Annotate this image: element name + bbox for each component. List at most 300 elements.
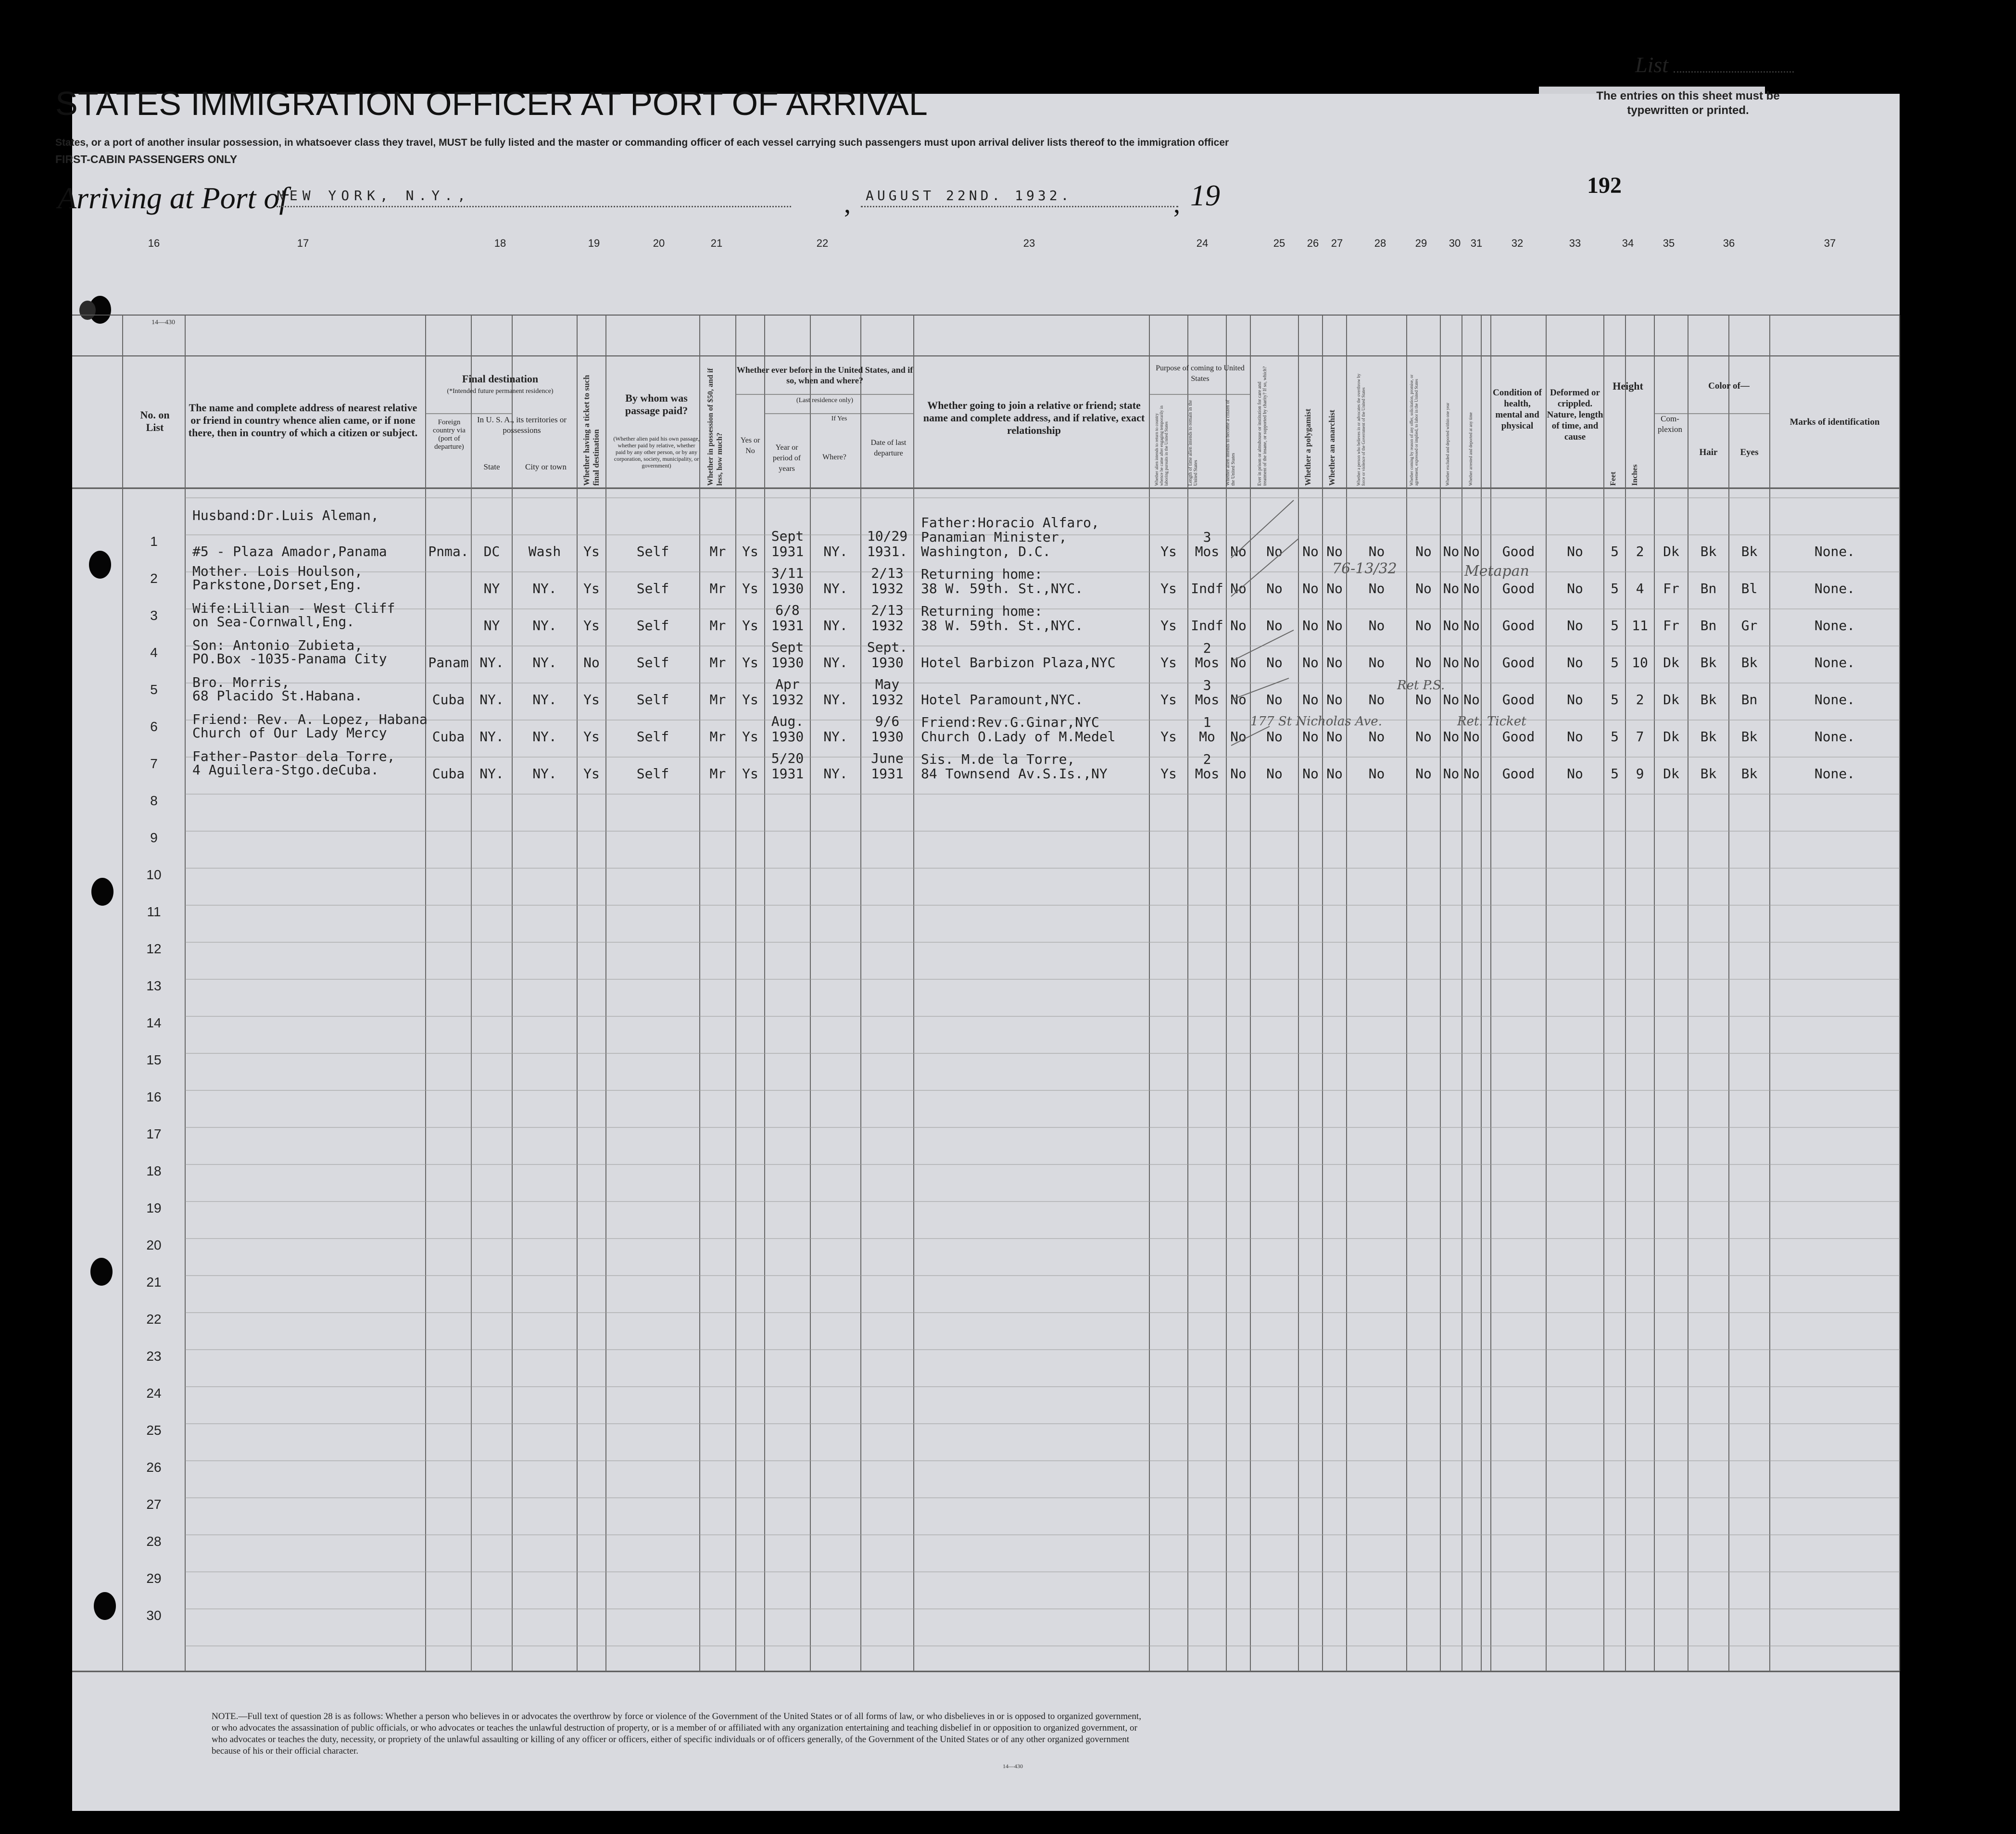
class-note: FIRST-CABIN PASSENGERS ONLY xyxy=(55,153,238,165)
purpose-return-cell: Ys xyxy=(1160,766,1177,782)
city-cell: Wash xyxy=(528,544,561,559)
ticket-cell: Ys xyxy=(583,692,600,708)
health-cell: Good xyxy=(1502,729,1535,745)
header-ever-before: Whether ever before in the United States, and if so, when and where? xyxy=(736,365,913,385)
row-number: 4 xyxy=(150,645,158,660)
health-cell: Good xyxy=(1502,766,1535,782)
ever-before-cell: Ys xyxy=(742,618,758,633)
prison-cell: No xyxy=(1266,544,1283,559)
header-yes-no: Yes or No xyxy=(740,436,760,455)
hair-cell: Bk xyxy=(1700,692,1717,708)
header-if-yes: If Yes xyxy=(831,415,847,422)
deformed-cell: No xyxy=(1567,766,1583,782)
where-cell: NY. xyxy=(823,729,848,745)
q28-cell: No xyxy=(1368,581,1385,596)
departure-cell: 1931 xyxy=(871,766,904,782)
col-num: 23 xyxy=(1023,237,1035,249)
hair-cell: Bn xyxy=(1700,581,1717,596)
marks-cell: None. xyxy=(1814,544,1855,559)
row-number: 14 xyxy=(146,1015,162,1030)
q28-cell: No xyxy=(1368,618,1385,633)
header-health: Condition of health, mental and physical xyxy=(1493,388,1542,431)
city-cell: NY. xyxy=(532,581,557,596)
health-cell: Good xyxy=(1502,581,1535,596)
ticket-cell: Ys xyxy=(583,581,600,596)
form-number: 14—430 xyxy=(151,319,175,326)
citizen-intent-cell: No xyxy=(1230,544,1247,559)
length-of-stay-cell: 2 xyxy=(1203,640,1211,656)
departure-cell: May xyxy=(875,676,900,692)
where-cell: NY. xyxy=(823,581,848,596)
year-period-cell: 1931 xyxy=(771,766,804,782)
col-num: 17 xyxy=(297,237,309,249)
row-number: 21 xyxy=(146,1275,162,1290)
ticket-cell: Ys xyxy=(583,544,600,559)
col-num: 16 xyxy=(148,237,160,249)
col-num: 32 xyxy=(1511,237,1524,249)
year-period-cell: 1931 xyxy=(771,544,804,559)
departure-cell: Sept. xyxy=(867,639,908,655)
joining-line: 38 W. 59th. St.,NYC. xyxy=(921,618,1084,633)
relative-line: Father-Pastor dela Torre, xyxy=(192,748,395,764)
height-feet-cell: 5 xyxy=(1611,766,1619,782)
city-cell: NY. xyxy=(532,692,557,708)
row-number: 25 xyxy=(146,1423,162,1438)
money-cell: Mr xyxy=(709,692,726,708)
length-of-stay-cell: Mos xyxy=(1195,655,1220,670)
header-color-of: Color of— xyxy=(1708,381,1750,391)
header-where: Where? xyxy=(822,453,846,461)
col-num: 31 xyxy=(1470,237,1483,249)
row-number: 28 xyxy=(146,1534,162,1549)
header-date-departure: Date of last departure xyxy=(870,439,907,457)
departure-cell: 1932 xyxy=(871,581,904,596)
anarchist-cell: No xyxy=(1326,655,1343,670)
row-number: 6 xyxy=(150,719,158,734)
passage-cell: Self xyxy=(636,729,669,745)
height-feet-cell: 5 xyxy=(1611,729,1619,745)
header-passage-note: (Whether alien paid his own passage, whether paid by relative, whether paid by any other person, or by any corporation, society, municipality, or government) xyxy=(613,435,700,469)
handwritten-note: Metapan xyxy=(1464,563,1529,580)
height-inches-cell: 2 xyxy=(1636,692,1644,708)
city-cell: NY. xyxy=(532,655,557,670)
height-feet-cell: 5 xyxy=(1611,655,1619,670)
header-purpose: Purpose of coming to United States xyxy=(1156,364,1245,383)
hair-cell: Bk xyxy=(1700,544,1717,559)
money-cell: Mr xyxy=(709,544,726,559)
row-number: 20 xyxy=(146,1238,162,1252)
arrival-port: NEW YORK, N.Y., xyxy=(277,188,470,203)
state-cell: NY. xyxy=(479,766,504,782)
row-number: 26 xyxy=(146,1460,162,1475)
year-period-cell: 6/8 xyxy=(775,602,800,618)
header-purpose-c: Whether alien intends to become a citizen of the United States xyxy=(1225,400,1236,486)
joining-line: Hotel Barbizon Plaza,NYC xyxy=(921,655,1116,670)
complexion-cell: Dk xyxy=(1663,655,1679,670)
q30-cell: No xyxy=(1443,544,1460,559)
col-num: 30 xyxy=(1449,237,1461,249)
length-of-stay-cell: Indf xyxy=(1191,581,1223,596)
header-purpose-a: Whether alien intends to return to country whence he came after engaging temporarily in laboring pursuits in the United States xyxy=(1154,405,1169,486)
height-inches-cell: 11 xyxy=(1632,618,1648,633)
joining-line: Friend:Rev.G.Ginar,NYC xyxy=(921,714,1099,730)
prison-cell: No xyxy=(1266,729,1283,745)
eyes-cell: Bk xyxy=(1741,544,1758,559)
departure-cell: 1931. xyxy=(867,544,908,559)
deformed-cell: No xyxy=(1567,655,1583,670)
height-inches-cell: 7 xyxy=(1636,729,1644,745)
departure-cell: 1930 xyxy=(871,655,904,670)
hair-cell: Bk xyxy=(1700,729,1717,745)
col-num: 22 xyxy=(816,237,829,249)
health-cell: Good xyxy=(1502,544,1535,559)
header-final-destination-note: (*Intended future permanent residence) xyxy=(447,388,554,395)
citizen-intent-cell: No xyxy=(1230,581,1247,596)
q30-cell: No xyxy=(1443,655,1460,670)
relative-line: Mother. Lois Houlson, xyxy=(192,563,363,579)
complexion-cell: Fr xyxy=(1663,581,1679,596)
ticket-cell: No xyxy=(583,655,600,670)
header-state: State xyxy=(483,462,500,471)
joining-line: Returning home: xyxy=(921,566,1043,582)
purpose-return-cell: Ys xyxy=(1160,692,1177,708)
header-feet: Feet xyxy=(1609,471,1617,486)
q30-cell: No xyxy=(1443,729,1460,745)
header-in-usa: In U. S. A., its territories or possessions xyxy=(477,415,567,435)
year-prefix: 19 xyxy=(1190,179,1220,212)
q28-cell: No xyxy=(1368,544,1385,559)
q31-cell: No xyxy=(1463,618,1480,633)
q29-cell: No xyxy=(1415,692,1432,708)
col-num: 25 xyxy=(1273,237,1285,249)
complexion-cell: Dk xyxy=(1663,729,1679,745)
page-title: STATES IMMIGRATION OFFICER AT PORT OF ARRIVAL xyxy=(55,85,928,122)
footnote: NOTE.—Full text of question 28 is as follows: Whether a person who believes in or advocates the overthrow by force or violence of the Government of the United States or of all forms of law, or who disbelieves in or is opposed to organized government, or who advocates the assassination of public officials, or who advocates or teaches the unlawful destruction of property, or is a member of or affiliated with any organization entertaining and teaching disbelief in or opposition to organized government, or who advocates or teaches the duty, necessity, or propriety of the unlawful assaulting or killing of any officer or officers, either of specific individuals or of officers generally, of the Government of the United States or of any other organized government because of his or their official character. xyxy=(212,1711,1141,1756)
height-feet-cell: 5 xyxy=(1611,544,1619,559)
header-relative: The name and complete address of nearest relative or friend in country whence alien came, or if none there, then in country of which a citizen or subject. xyxy=(188,402,418,439)
polygamist-cell: No xyxy=(1302,692,1319,708)
state-cell: NY. xyxy=(479,655,504,670)
departure-cell: 1932 xyxy=(871,618,904,633)
q31-cell: No xyxy=(1463,581,1480,596)
joining-line: Hotel Paramount,NYC. xyxy=(921,692,1084,708)
entries-note: The entries on this sheet must be typewritten or printed. xyxy=(1596,89,1780,117)
header-q29: Whether coming by reason of any offer, solicitation, promise, or agreement, expressed or implied, to labor in the United States xyxy=(1409,374,1419,486)
header-q28: Whether a person who believes in or advocates the overthrow by force or violence of the Government of the United States xyxy=(1356,373,1366,486)
q30-cell: No xyxy=(1443,581,1460,596)
passage-cell: Self xyxy=(636,766,669,782)
q30-cell: No xyxy=(1443,766,1460,782)
row-number: 13 xyxy=(146,978,162,993)
joining-line: Panamian Minister, xyxy=(921,529,1067,545)
city-cell: NY. xyxy=(532,729,557,745)
q28-cell: No xyxy=(1368,729,1385,745)
header-purpose-b: Length of time alien intends to remain in the United States xyxy=(1188,400,1198,486)
eyes-cell: Gr xyxy=(1741,618,1758,633)
row-number: 11 xyxy=(147,904,161,919)
q30-cell: No xyxy=(1443,618,1460,633)
row-number: 17 xyxy=(146,1126,162,1141)
q31-cell: No xyxy=(1463,655,1480,670)
subtitle: States, or a port of another insular possession, in whatsoever class they travel, MUST be fully listed and the master or commanding officer of each vessel carrying such passengers must upon arrival deliver lists thereof to the immigration officer xyxy=(55,137,1229,148)
eyes-cell: Bk xyxy=(1741,729,1758,745)
relative-line: 68 Placido St.Habana. xyxy=(192,688,363,704)
joining-line: 38 W. 59th. St.,NYC. xyxy=(921,581,1084,596)
q28-cell: No xyxy=(1368,692,1385,708)
departure-cell: 2/13 xyxy=(871,602,904,618)
foreign-country-cell: Cuba xyxy=(432,729,465,745)
year-period-cell: 1932 xyxy=(771,692,804,708)
deformed-cell: No xyxy=(1567,729,1583,745)
prison-cell: No xyxy=(1266,692,1283,708)
passage-cell: Self xyxy=(636,544,669,559)
col-num: 24 xyxy=(1196,237,1209,249)
row-number: 16 xyxy=(146,1089,162,1104)
where-cell: NY. xyxy=(823,766,848,782)
row-number: 9 xyxy=(150,830,158,845)
passage-cell: Self xyxy=(636,618,669,633)
row-number: 22 xyxy=(146,1312,162,1327)
ever-before-cell: Ys xyxy=(742,544,758,559)
purpose-return-cell: Ys xyxy=(1160,655,1177,670)
arriving-label: Arriving at Port of xyxy=(58,181,288,215)
q29-cell: No xyxy=(1415,729,1432,745)
foreign-country-cell: Pnma. xyxy=(428,544,469,559)
height-inches-cell: 10 xyxy=(1632,655,1648,670)
joining-line: Father:Horacio Alfaro, xyxy=(921,515,1099,531)
state-cell: NY xyxy=(483,618,500,633)
header-marks: Marks of identification xyxy=(1789,417,1880,427)
row-number: 12 xyxy=(146,941,162,956)
departure-cell: 1930 xyxy=(871,729,904,745)
marks-cell: None. xyxy=(1814,655,1855,670)
health-cell: Good xyxy=(1502,655,1535,670)
joining-line: Returning home: xyxy=(921,603,1043,619)
q29-cell: No xyxy=(1415,544,1432,559)
length-of-stay-cell: 3 xyxy=(1203,529,1211,545)
state-cell: DC xyxy=(483,544,500,559)
q31-cell: No xyxy=(1463,729,1480,745)
relative-line: #5 - Plaza Amador,Panama xyxy=(192,544,387,559)
row-number: 18 xyxy=(146,1164,162,1178)
header-city: City or town xyxy=(525,462,567,471)
where-cell: NY. xyxy=(823,618,848,633)
polygamist-cell: No xyxy=(1302,766,1319,782)
height-feet-cell: 5 xyxy=(1611,692,1619,708)
money-cell: Mr xyxy=(709,618,726,633)
col-num: 34 xyxy=(1622,237,1634,249)
header-eyes: Eyes xyxy=(1740,447,1759,457)
polygamist-cell: No xyxy=(1302,544,1319,559)
polygamist-cell: No xyxy=(1302,729,1319,745)
relative-line: Bro. Morris, xyxy=(192,674,290,690)
state-cell: NY. xyxy=(479,729,504,745)
q29-cell: No xyxy=(1415,766,1432,782)
purpose-return-cell: Ys xyxy=(1160,618,1177,633)
col-num: 18 xyxy=(494,237,506,249)
q31-cell: No xyxy=(1463,692,1480,708)
relative-line: Friend: Rev. A. Lopez, Habana xyxy=(192,711,428,727)
sheet-number: 192 xyxy=(1587,173,1622,198)
col-num: 27 xyxy=(1331,237,1343,249)
state-cell: NY xyxy=(483,581,500,596)
header-prison: Ever in prison or almshouse or institution for care and treatment of the insane, or supported by charity? If so, which? xyxy=(1257,366,1268,486)
relative-line: Parkstone,Dorset,Eng. xyxy=(192,577,363,593)
ever-before-cell: Ys xyxy=(742,692,758,708)
row-number: 24 xyxy=(146,1386,162,1401)
header-last-residence: (Last residence only) xyxy=(796,397,854,404)
relative-line: Son: Antonio Zubieta, xyxy=(192,637,363,653)
citizen-intent-cell: No xyxy=(1230,655,1247,670)
col-num: 37 xyxy=(1824,237,1836,249)
year-period-cell: Apr xyxy=(775,676,800,692)
header-money: Whether in possession of $50, and if less, how much? xyxy=(706,368,724,486)
money-cell: Mr xyxy=(709,581,726,596)
header-passage: By whom was passage paid? xyxy=(625,392,688,417)
header-inches: Inches xyxy=(1631,464,1639,486)
row-number: 5 xyxy=(150,682,158,697)
citizen-intent-cell: No xyxy=(1230,692,1247,708)
eyes-cell: Bk xyxy=(1741,766,1758,782)
col-num: 28 xyxy=(1374,237,1386,249)
header-joining: Whether going to join a relative or friend; state name and complete address, and if relative, exact relationship xyxy=(923,399,1145,436)
money-cell: Mr xyxy=(709,655,726,670)
citizen-intent-cell: No xyxy=(1230,729,1247,745)
header-height: Height xyxy=(1613,380,1643,392)
row-number: 10 xyxy=(146,867,162,882)
ticket-cell: Ys xyxy=(583,618,600,633)
joining-line: 84 Townsend Av.S.Is.,NY xyxy=(921,766,1108,782)
purpose-return-cell: Ys xyxy=(1160,729,1177,745)
deformed-cell: No xyxy=(1567,581,1583,596)
relative-line: Wife:Lillian - West Cliff xyxy=(192,600,395,616)
complexion-cell: Dk xyxy=(1663,544,1679,559)
ticket-cell: Ys xyxy=(583,729,600,745)
row-number: 19 xyxy=(146,1201,162,1215)
complexion-cell: Dk xyxy=(1663,692,1679,708)
header-polygamist: Whether a polygamist xyxy=(1303,408,1312,486)
handwritten-note: 76-13/32 xyxy=(1332,560,1397,577)
anarchist-cell: No xyxy=(1326,618,1343,633)
q28-cell: No xyxy=(1368,655,1385,670)
eyes-cell: Bl xyxy=(1741,581,1758,596)
hair-cell: Bk xyxy=(1700,766,1717,782)
row-number: 23 xyxy=(146,1349,162,1364)
passage-cell: Self xyxy=(636,581,669,596)
relative-line: Church of Our Lady Mercy xyxy=(192,725,387,741)
col-num: 19 xyxy=(588,237,600,249)
length-of-stay-cell: Mos xyxy=(1195,766,1220,782)
ever-before-cell: Ys xyxy=(742,766,758,782)
foreign-country-cell: Panam xyxy=(428,655,469,670)
anarchist-cell: No xyxy=(1326,544,1343,559)
money-cell: Mr xyxy=(709,766,726,782)
relative-line: PO.Box -1035-Panama City xyxy=(192,651,387,667)
q29-cell: No xyxy=(1415,655,1432,670)
relative-line: on Sea-Cornwall,Eng. xyxy=(192,614,355,630)
departure-cell: 10/29 xyxy=(867,528,908,544)
citizen-intent-cell: No xyxy=(1230,618,1247,633)
header-q31: Whether arrested and deported at any time xyxy=(1468,412,1473,486)
marks-cell: None. xyxy=(1814,581,1855,596)
header-q30: Whether excluded and deported within one year xyxy=(1445,403,1450,486)
foreign-country-cell: Cuba xyxy=(432,692,465,708)
col-num: 36 xyxy=(1723,237,1735,249)
health-cell: Good xyxy=(1502,618,1535,633)
length-of-stay-cell: 2 xyxy=(1203,751,1211,767)
length-of-stay-cell: 1 xyxy=(1203,714,1211,730)
passage-cell: Self xyxy=(636,692,669,708)
purpose-return-cell: Ys xyxy=(1160,544,1177,559)
departure-cell: June xyxy=(871,750,904,766)
col-num: 26 xyxy=(1307,237,1319,249)
q29-cell: No xyxy=(1415,618,1432,633)
col-num: 21 xyxy=(710,237,723,249)
anarchist-cell: No xyxy=(1326,581,1343,596)
col-num: 35 xyxy=(1663,237,1675,249)
header-complexion: Com-plexion xyxy=(1658,414,1682,434)
header-anarchist: Whether an anarchist xyxy=(1327,409,1336,486)
q30-cell: No xyxy=(1443,692,1460,708)
marks-cell: None. xyxy=(1814,729,1855,745)
row-number: 15 xyxy=(146,1052,162,1067)
handwritten-note: Ret P.S. xyxy=(1397,678,1445,693)
departure-cell: 9/6 xyxy=(875,713,900,729)
city-cell: NY. xyxy=(532,618,557,633)
ever-before-cell: Ys xyxy=(742,655,758,670)
length-of-stay-cell: 3 xyxy=(1203,677,1211,693)
hair-cell: Bn xyxy=(1700,618,1717,633)
header-foreign-country: Foreign country via (port of departure) xyxy=(433,418,466,451)
handwritten-note: Ret. Ticket xyxy=(1457,714,1526,729)
year-period-cell: 5/20 xyxy=(771,750,804,766)
where-cell: NY. xyxy=(823,655,848,670)
row-number: 1 xyxy=(150,534,158,549)
where-cell: NY. xyxy=(823,692,848,708)
q29-cell: No xyxy=(1415,581,1432,596)
year-period-cell: Sept xyxy=(771,528,804,544)
ever-before-cell: Ys xyxy=(742,581,758,596)
money-cell: Mr xyxy=(709,729,726,745)
polygamist-cell: No xyxy=(1302,581,1319,596)
deformed-cell: No xyxy=(1567,618,1583,633)
city-cell: NY. xyxy=(532,766,557,782)
joining-line: Washington, D.C. xyxy=(921,544,1051,559)
footnote-form-number: 14—430 xyxy=(1003,1763,1023,1770)
eyes-cell: Bn xyxy=(1741,692,1758,708)
list-label: List xyxy=(1635,52,1669,77)
relative-line: Husband:Dr.Luis Aleman, xyxy=(192,507,379,523)
height-inches-cell: 2 xyxy=(1636,544,1644,559)
complexion-cell: Fr xyxy=(1663,618,1679,633)
purpose-return-cell: Ys xyxy=(1160,581,1177,596)
citizen-intent-cell: No xyxy=(1230,766,1247,782)
hair-cell: Bk xyxy=(1700,655,1717,670)
header-year-period: Year or period of years xyxy=(772,443,801,473)
length-of-stay-cell: Mos xyxy=(1195,692,1220,708)
year-period-cell: 1930 xyxy=(771,655,804,670)
q31-cell: No xyxy=(1463,544,1480,559)
row-number: 3 xyxy=(150,608,158,623)
anarchist-cell: No xyxy=(1326,692,1343,708)
eyes-cell: Bk xyxy=(1741,655,1758,670)
length-of-stay-cell: Indf xyxy=(1191,618,1223,633)
where-cell: NY. xyxy=(823,544,848,559)
prison-cell: No xyxy=(1266,655,1283,670)
year-period-cell: Sept xyxy=(771,639,804,655)
prison-cell: No xyxy=(1266,618,1283,633)
header-ticket: Whether having a ticket to such final destination xyxy=(582,375,601,486)
